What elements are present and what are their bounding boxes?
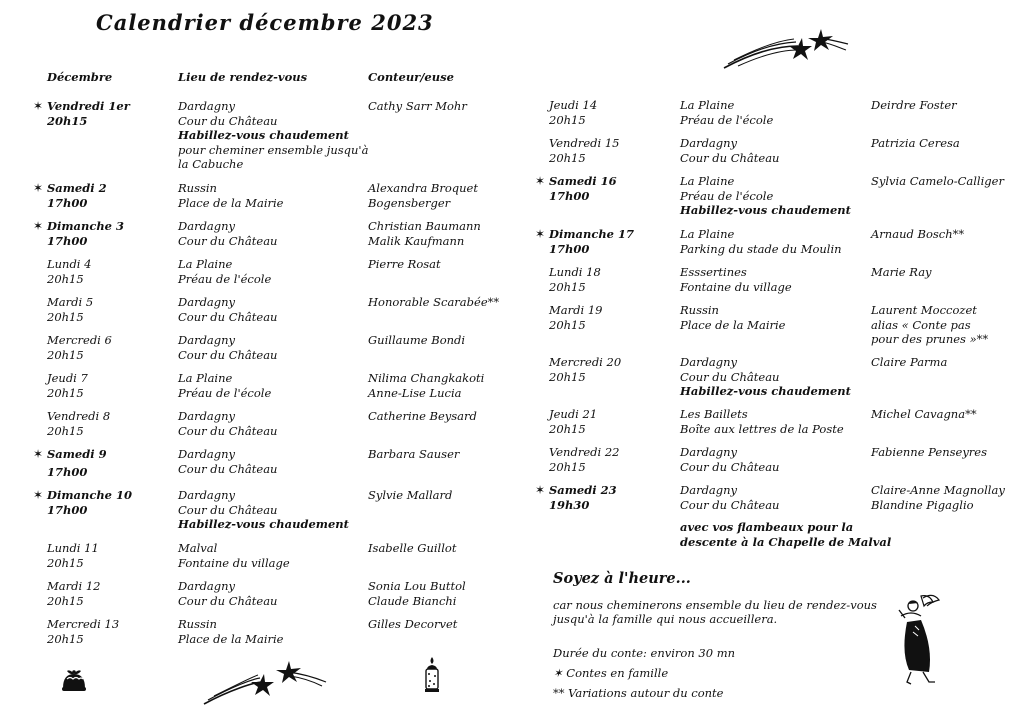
- teller-name: Claire-Anne Magnollay: [871, 483, 1005, 497]
- entry-time: 20h15: [549, 459, 586, 474]
- entry-place: [680, 407, 844, 436]
- teller-name: Gilles Decorvet: [368, 617, 458, 631]
- entry-date: [549, 174, 617, 203]
- place-spot: Cour du Château: [680, 150, 780, 165]
- place-spot: Préau de l'école: [178, 271, 272, 286]
- header-place: Lieu de rendez-vous: [178, 70, 308, 84]
- entry-time: 20h15: [549, 421, 586, 436]
- entry-date: [549, 407, 597, 436]
- teller-name: Marie Ray: [871, 265, 932, 279]
- entry-tellers: [368, 371, 484, 400]
- entry-time: 20h15: [47, 271, 84, 286]
- entry-place: [680, 174, 851, 218]
- page-title: Calendrier décembre 2023: [96, 10, 434, 35]
- entry-extra-note: la Cabuche: [178, 157, 244, 171]
- entry-day: Mercredi 20: [549, 355, 622, 369]
- footer-duration: Durée du conte: environ 30 mn: [553, 646, 736, 660]
- entry-date: [47, 579, 100, 608]
- entry-time: 20h15: [549, 279, 586, 294]
- entry-day: Dimanche 17: [549, 227, 635, 241]
- entry-place: [178, 488, 349, 532]
- teller-name: Cathy Sarr Mohr: [368, 99, 467, 113]
- entry-date: [47, 541, 99, 570]
- teller-name: Fabienne Penseyres: [871, 445, 988, 459]
- header-teller: Conteur/euse: [368, 70, 454, 84]
- header-date: Décembre: [47, 70, 113, 84]
- place-spot: Place de la Mairie: [178, 631, 284, 646]
- legend-star: ✶ Contes en famille: [553, 666, 669, 680]
- entry-day: Samedi 16: [549, 174, 617, 188]
- entry-tellers: [368, 447, 459, 462]
- star-marker-icon: ✶: [535, 483, 546, 497]
- entry-date: [47, 257, 91, 286]
- entry-day: Jeudi 21: [549, 407, 598, 421]
- star-marker-icon: ✶: [535, 174, 546, 188]
- place-village: Dardagny: [178, 579, 236, 593]
- entry-tellers: [871, 265, 932, 280]
- entry-place: [178, 219, 277, 248]
- entry-tellers: [368, 579, 466, 608]
- teller-name: Barbara Sauser: [368, 447, 460, 461]
- entry-day: Mercredi 13: [47, 617, 120, 631]
- place-village: Russin: [680, 303, 719, 317]
- entry-date: [549, 483, 617, 512]
- place-village: Dardagny: [178, 219, 236, 233]
- teller-name: Sonia Lou Buttol: [368, 579, 466, 593]
- entry-place: [178, 409, 277, 438]
- star-marker-icon: ✶: [33, 181, 44, 195]
- teller-name: Patrizia Ceresa: [871, 136, 960, 150]
- entry-day: Mercredi 6: [47, 333, 112, 347]
- entry-place: [178, 447, 277, 476]
- entry-time: 20h15: [47, 385, 84, 400]
- entry-extra-note: pour cheminer ensemble jusqu'à: [178, 142, 369, 157]
- entry-time: 20h15: [47, 631, 84, 646]
- torch-procession-note: avec vos flambeaux pour la: [680, 520, 854, 534]
- entry-day: Vendredi 22: [549, 445, 620, 459]
- teller-name: Arnaud Bosch**: [871, 227, 965, 241]
- entry-date: [47, 617, 119, 646]
- entry-date: [549, 445, 619, 474]
- place-spot: Cour du Château: [680, 369, 780, 384]
- place-spot: Cour du Château: [178, 502, 278, 517]
- place-village: La Plaine: [178, 257, 233, 271]
- entry-day: Samedi 9: [47, 447, 107, 461]
- entry-time: 20h15: [47, 113, 88, 128]
- entry-day: Mardi 5: [47, 295, 94, 309]
- place-village: Dardagny: [680, 355, 738, 369]
- entry-tellers: [368, 181, 478, 210]
- dress-warmly-note: Habillez-vous chaudement: [178, 128, 349, 142]
- star-marker-icon: ✶: [33, 219, 44, 233]
- entry-place: [178, 181, 283, 210]
- entry-date: [549, 227, 634, 256]
- place-spot: Cour du Château: [178, 461, 278, 476]
- teller-name: Bogensberger: [368, 195, 451, 210]
- entry-time: 20h15: [47, 555, 84, 570]
- teller-name: Isabelle Guillot: [368, 541, 457, 555]
- place-spot: Cour du Château: [680, 459, 780, 474]
- place-village: Les Baillets: [680, 407, 748, 421]
- entry-tellers: [368, 219, 481, 248]
- star-marker-icon: ✶: [33, 488, 44, 502]
- teller-name: Honorable Scarabée**: [368, 295, 500, 309]
- entry-date: [549, 303, 602, 332]
- place-spot: Cour du Château: [178, 309, 278, 324]
- entry-day: Mardi 19: [549, 303, 603, 317]
- entry-time: 20h15: [47, 347, 84, 362]
- angel-figure-icon: [893, 592, 945, 688]
- entry-place: [680, 355, 851, 399]
- entry-day: Mardi 12: [47, 579, 101, 593]
- entry-day: Samedi 23: [549, 483, 617, 497]
- entry-day: Samedi 2: [47, 181, 107, 195]
- teller-name: Alexandra Broquet: [368, 181, 478, 195]
- teller-name: Christian Baumann: [368, 219, 481, 233]
- place-spot: Boîte aux lettres de la Poste: [680, 421, 844, 436]
- entry-time: 17h00: [47, 502, 88, 517]
- entry-day: Lundi 4: [47, 257, 92, 271]
- entry-time: 20h15: [549, 317, 586, 332]
- entry-place: [178, 295, 277, 324]
- place-village: Dardagny: [680, 136, 738, 150]
- place-village: Russin: [178, 181, 217, 195]
- entry-tellers: [368, 409, 477, 424]
- entry-tellers: [871, 355, 947, 370]
- place-spot: Préau de l'école: [680, 112, 774, 127]
- entry-day: Vendredi 8: [47, 409, 111, 423]
- star-marker-icon: ✶: [33, 447, 44, 461]
- entry-tellers: [871, 98, 957, 113]
- place-village: Malval: [178, 541, 218, 555]
- entry-tellers: [368, 333, 465, 348]
- entry-tellers: [871, 303, 988, 347]
- entry-date: [47, 447, 107, 480]
- legend-double-asterisk: ** Variations autour du conte: [553, 686, 724, 700]
- entry-tellers: [368, 488, 452, 503]
- entry-date: [549, 98, 597, 127]
- footer-line-1: car nous cheminerons ensemble du lieu de rendez-vous: [553, 598, 877, 612]
- entry-time: 20h15: [549, 150, 586, 165]
- dress-warmly-note: Habillez-vous chaudement: [178, 517, 349, 531]
- footer-line-2: jusqu'à la famille qui nous accueillera.: [553, 612, 778, 626]
- entry-tellers: [871, 136, 960, 151]
- place-village: La Plaine: [178, 371, 233, 385]
- entry-day: Lundi 11: [47, 541, 99, 555]
- teller-name: Catherine Beysard: [368, 409, 477, 423]
- place-spot: Place de la Mairie: [178, 195, 284, 210]
- shooting-stars-icon-bottom: [200, 660, 330, 708]
- entry-tellers: [871, 174, 1004, 189]
- entry-time: 20h15: [47, 593, 84, 608]
- place-village: Dardagny: [178, 488, 236, 502]
- entry-day: Lundi 18: [549, 265, 601, 279]
- place-village: La Plaine: [680, 174, 735, 188]
- star-marker-icon: ✶: [535, 227, 546, 241]
- entry-date: [47, 371, 88, 400]
- teller-name: Michel Cavagna**: [871, 407, 977, 421]
- place-spot: Préau de l'école: [680, 188, 774, 203]
- entry-time: 17h00: [549, 188, 590, 203]
- place-village: Esssertines: [680, 265, 747, 279]
- entry-place: [680, 98, 773, 127]
- entry-time: 17h00: [549, 241, 590, 256]
- teller-name: Claude Bianchi: [368, 593, 457, 608]
- entry-day: Vendredi 1er: [47, 99, 130, 113]
- entry-time: 20h15: [47, 423, 84, 438]
- teller-name: Anne-Lise Lucia: [368, 385, 462, 400]
- entry-tellers: [368, 257, 441, 272]
- entry-date: [549, 355, 621, 384]
- entry-time: 17h00: [47, 195, 88, 210]
- teller-name: Laurent Moccozet: [871, 303, 977, 317]
- entry-date: [47, 488, 132, 517]
- entry-time: 17h00: [47, 465, 88, 479]
- teller-name: Sylvie Mallard: [368, 488, 453, 502]
- entry-day: Vendredi 15: [549, 136, 620, 150]
- entry-place: [680, 445, 779, 474]
- entry-date: [47, 219, 124, 248]
- entry-time: 20h15: [549, 112, 586, 127]
- place-village: Dardagny: [178, 295, 236, 309]
- place-spot: Cour du Château: [178, 593, 278, 608]
- entry-time: 17h00: [47, 233, 88, 248]
- place-village: Dardagny: [178, 409, 236, 423]
- place-spot: Cour du Château: [178, 347, 278, 362]
- entry-place: [680, 265, 792, 294]
- place-spot: Place de la Mairie: [680, 317, 786, 332]
- place-village: La Plaine: [680, 98, 735, 112]
- entry-tellers: [871, 407, 977, 422]
- place-spot: Fontaine du village: [680, 279, 792, 294]
- entry-place: [680, 483, 891, 549]
- entry-tellers: [368, 99, 467, 114]
- place-village: La Plaine: [680, 227, 735, 241]
- place-village: Dardagny: [178, 447, 236, 461]
- entry-time: 20h15: [549, 369, 586, 384]
- entry-place: [178, 371, 271, 400]
- entry-day: Dimanche 10: [47, 488, 133, 502]
- teller-name: Guillaume Bondi: [368, 333, 466, 347]
- entry-tellers: [871, 445, 987, 460]
- entry-place: [178, 579, 277, 608]
- entry-place: [680, 227, 842, 256]
- entry-place: [178, 541, 290, 570]
- place-village: Dardagny: [178, 99, 236, 113]
- teller-name: Deirdre Foster: [871, 98, 957, 112]
- entry-tellers: [368, 617, 457, 632]
- entry-tellers: [871, 483, 1005, 512]
- entry-place: [178, 617, 283, 646]
- place-village: Dardagny: [178, 333, 236, 347]
- entry-day: Jeudi 14: [549, 98, 598, 112]
- place-spot: Cour du Château: [178, 113, 278, 128]
- footer-heading: Soyez à l'heure...: [553, 570, 691, 587]
- entry-date: [47, 99, 130, 128]
- entry-tellers: [368, 541, 456, 556]
- entry-date: [549, 136, 619, 165]
- entry-date: [47, 181, 107, 210]
- teller-name: alias « Conte pas: [871, 317, 971, 332]
- teller-name: Blandine Pigaglio: [871, 497, 974, 512]
- entry-date: [47, 295, 93, 324]
- entry-place: [680, 303, 785, 332]
- entry-tellers: [871, 227, 964, 242]
- teller-name: Malik Kaufmann: [368, 233, 465, 248]
- dress-warmly-note: Habillez-vous chaudement: [680, 384, 851, 398]
- entry-tellers: [368, 295, 499, 310]
- entry-place: [178, 257, 271, 286]
- place-village: Dardagny: [680, 483, 738, 497]
- shooting-stars-icon: [720, 24, 850, 72]
- entry-date: [549, 265, 601, 294]
- christmas-pudding-icon: [60, 666, 88, 696]
- teller-name: Nilima Changkakoti: [368, 371, 485, 385]
- dress-warmly-note: Habillez-vous chaudement: [680, 203, 851, 217]
- entry-time: 20h15: [47, 309, 84, 324]
- teller-name: pour des prunes »**: [871, 332, 989, 346]
- place-spot: Parking du stade du Moulin: [680, 241, 842, 256]
- entry-day: Dimanche 3: [47, 219, 125, 233]
- place-spot: Fontaine du village: [178, 555, 290, 570]
- place-spot: Cour du Château: [178, 423, 278, 438]
- teller-name: Sylvia Camelo-Calliger: [871, 174, 1004, 188]
- lantern-icon: [418, 655, 446, 695]
- place-village: Dardagny: [680, 445, 738, 459]
- entry-place: [680, 136, 779, 165]
- entry-place: [178, 333, 277, 362]
- entry-date: [47, 333, 112, 362]
- place-spot: Préau de l'école: [178, 385, 272, 400]
- place-village: Russin: [178, 617, 217, 631]
- entry-place: [178, 99, 368, 172]
- entry-time: 19h30: [549, 497, 590, 512]
- teller-name: Pierre Rosat: [368, 257, 441, 271]
- place-spot: Cour du Château: [680, 497, 780, 512]
- entry-date: [47, 409, 110, 438]
- teller-name: Claire Parma: [871, 355, 948, 369]
- entry-day: Jeudi 7: [47, 371, 88, 385]
- torch-procession-note: descente à la Chapelle de Malval: [680, 534, 892, 549]
- place-spot: Cour du Château: [178, 233, 278, 248]
- star-marker-icon: ✶: [33, 99, 44, 113]
